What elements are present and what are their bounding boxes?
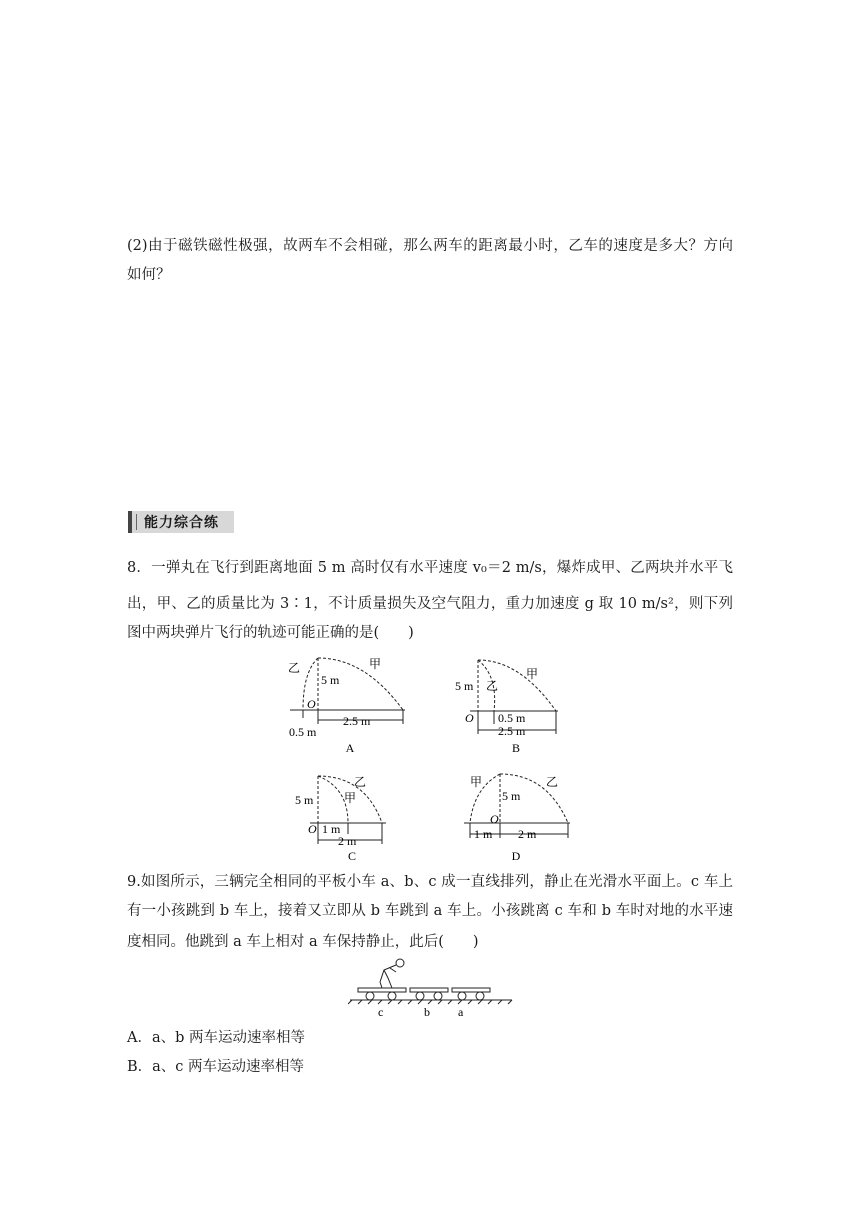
section-title: 能力综合练 — [144, 515, 219, 531]
fig-c-origin: O — [308, 822, 317, 836]
q9-option-a: A．a、b 两车运动速率相等 — [127, 1030, 306, 1046]
fig-d-caption: D — [511, 849, 521, 863]
q9-line1: 9.如图所示，三辆完全相同的平板小车 a、b、c 成一直线排列，静止在光滑水平面上。c 车上 — [127, 874, 733, 890]
q8-line3: 图中两块弹片飞行的轨迹可能正确的是( ) — [127, 625, 414, 641]
fig-c-yi: 乙 — [354, 775, 367, 789]
fig-b-d2: 2.5 m — [498, 724, 526, 738]
section-tag — [128, 511, 234, 533]
fig-b-origin: O — [465, 711, 474, 725]
fig-d-d2: 2 m — [518, 827, 537, 841]
cart-b-label: b — [424, 1005, 430, 1019]
q9-line2: 有一小孩跳到 b 车上，接着又立即从 b 车跳到 a 车上。小孩跳离 c 车和 b 车时对地的水平速 — [127, 903, 733, 919]
fig-a-yi: 乙 — [288, 661, 301, 675]
fig-d-jia: 甲 — [470, 775, 483, 789]
fig-b-d1: 0.5 m — [498, 711, 526, 725]
fig-d-yi: 乙 — [546, 775, 559, 789]
fig-a-height: 5 m — [321, 673, 340, 687]
q8-line2: 出，甲、乙的质量比为 3∶1，不计质量损失及空气阻力，重力加速度 g 取 10 m/s²，则下列 — [127, 596, 733, 612]
fig-d-height: 5 m — [502, 789, 521, 803]
figure-c — [290, 768, 400, 866]
fig-a-d2: 0.5 m — [289, 725, 317, 739]
fig-d-origin: O — [490, 812, 499, 826]
cart-c-label: c — [378, 1005, 384, 1019]
q9-option-b: B．a、c 两车运动速率相等 — [127, 1059, 305, 1075]
fig-c-d2: 2 m — [338, 834, 357, 848]
fig-a-jia: 甲 — [369, 657, 382, 671]
fig-b-jia: 甲 — [526, 667, 539, 681]
figure-b — [450, 652, 580, 756]
fig-b-height: 5 m — [455, 679, 474, 693]
fig-c-caption: C — [347, 849, 357, 863]
fig-a-caption: A — [345, 741, 355, 755]
fig-c-d1: 1 m — [322, 822, 341, 836]
figure-a — [285, 652, 415, 756]
q8-line1: 8．一弹丸在飞行到距离地面 5 m 高时仅有水平速度 v₀＝2 m/s，爆炸成甲、乙两块并水平飞 — [127, 560, 733, 576]
q9-line3: 度相同。他跳到 a 车上相对 a 车保持静止，此后( ) — [127, 934, 479, 950]
carts-figure — [348, 956, 514, 1020]
q7-part2-line1: (2)由于磁铁磁性极强，故两车不会相碰，那么两车的距离最小时，乙车的速度是多大？方向 — [127, 238, 733, 254]
fig-c-jia: 甲 — [344, 791, 357, 805]
fig-a-d1: 2.5 m — [343, 714, 371, 728]
figure-d — [462, 768, 577, 866]
fig-a-origin: O — [307, 697, 316, 711]
fig-d-d1: 1 m — [474, 827, 493, 841]
q7-part2-line2: 如何？ — [127, 267, 171, 283]
fig-b-yi: 乙 — [486, 679, 499, 693]
fig-c-height: 5 m — [295, 793, 314, 807]
fig-b-caption: B — [511, 741, 521, 755]
cart-a-label: a — [458, 1005, 464, 1019]
